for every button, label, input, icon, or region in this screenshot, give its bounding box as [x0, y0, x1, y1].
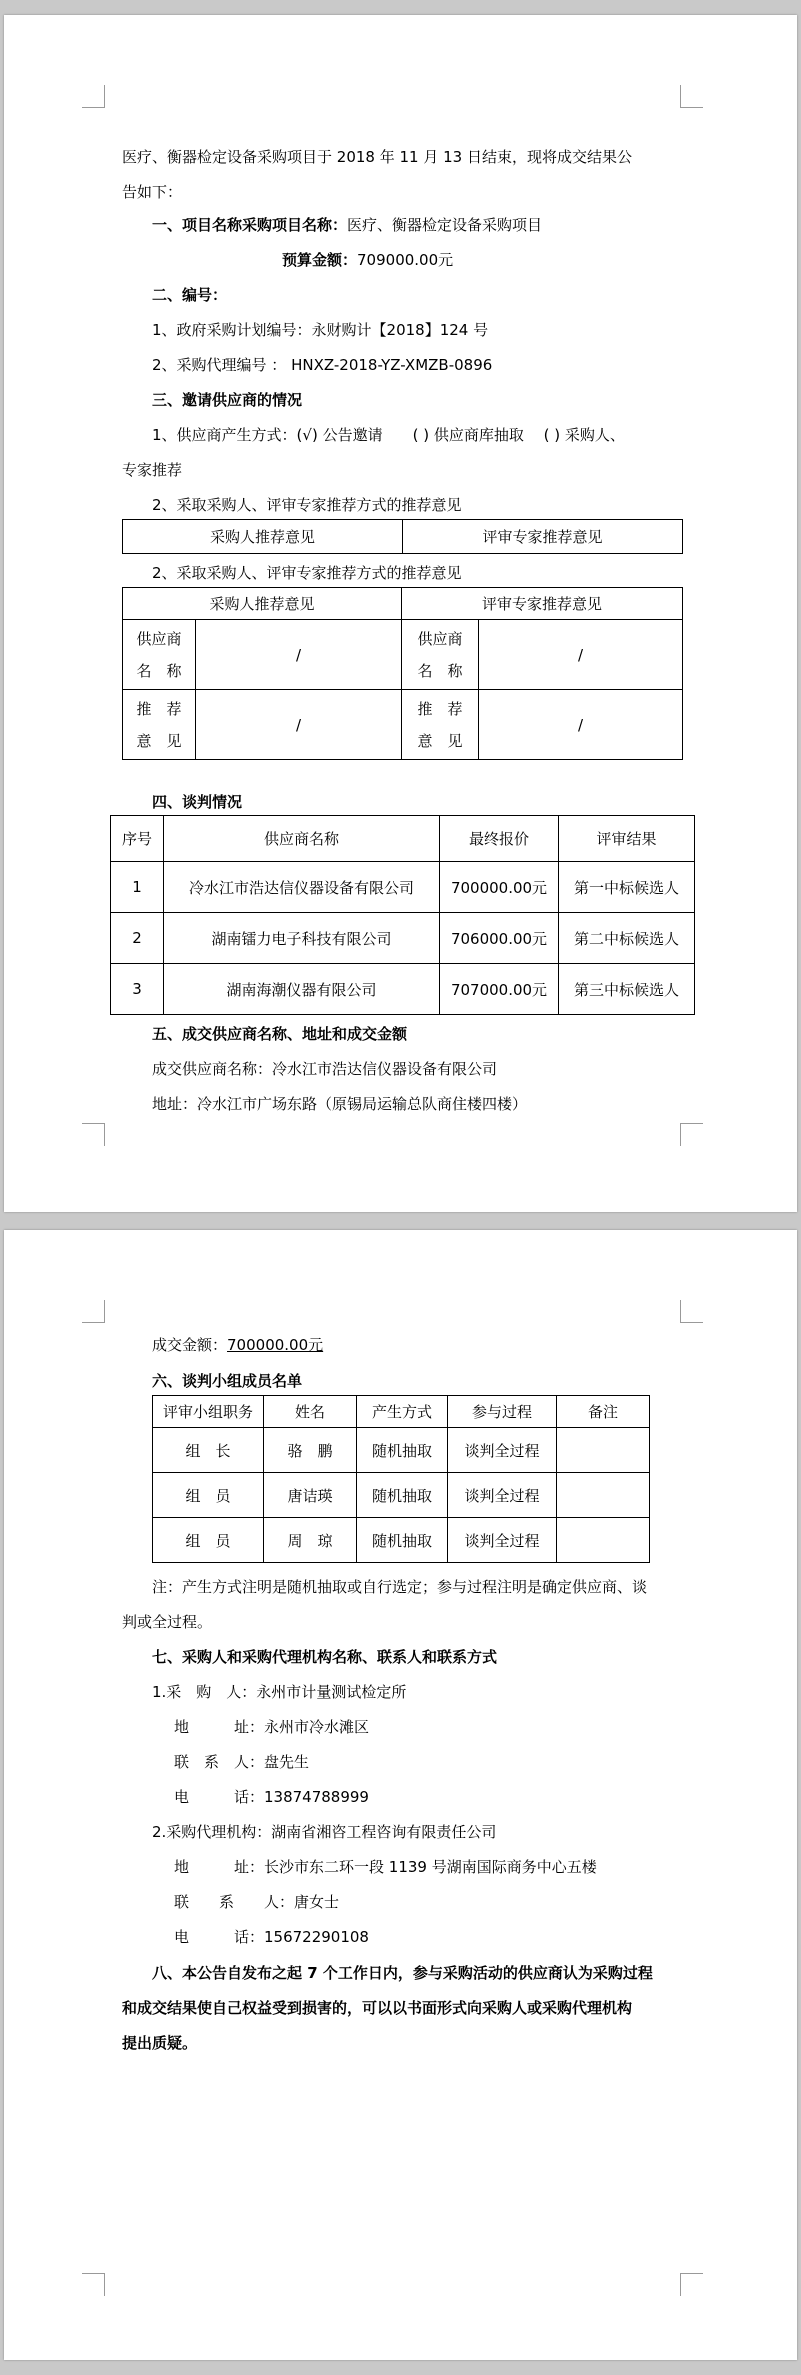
supplier-name: 湖南海潮仪器有限公司 [164, 964, 440, 1015]
document-page-1 [4, 15, 797, 1212]
expert-supplier-value: / [479, 620, 683, 690]
row-index: 3 [111, 964, 164, 1015]
supplier-name: 冷水江市浩达信仪器设备有限公司 [164, 862, 440, 913]
recommendation-header-table [122, 519, 683, 554]
section-4-heading: 四、谈判情况 [152, 793, 243, 811]
participation: 谈判全过程 [448, 1473, 557, 1518]
plan-number: 1、政府采购计划编号：永财购计【2018】124 号 [152, 321, 489, 339]
final-price: 707000.00元 [440, 964, 559, 1015]
selection-method: 随机抽取 [357, 1428, 448, 1473]
purchaser-name: 1.采 购 人：永州市计量测试检定所 [152, 1683, 407, 1701]
table-row [153, 1473, 650, 1518]
project-name: 医疗、衡器检定设备采购项目 [347, 216, 543, 234]
final-price: 700000.00元 [440, 862, 559, 913]
purchaser-opinion-header: 采购人推荐意见 [123, 520, 403, 554]
section-8-line-1: 八、本公告自发布之起 7 个工作日内，参与采购活动的供应商认为采购过程 [152, 1964, 653, 1982]
supplier-name-label: 供应商 名 称 [123, 620, 196, 690]
note-line-1: 注：产生方式注明是随机抽取或自行选定；参与过程注明是确定供应商、谈 [152, 1578, 648, 1596]
panel-members-table [152, 1395, 650, 1563]
winning-supplier-address: 地址：冷水江市广场东路（原锡局运输总队商住楼四楼） [152, 1095, 528, 1113]
purchaser-phone: 电 话：13874788999 [174, 1788, 369, 1806]
section-2-heading: 二、编号： [152, 286, 228, 304]
section-3-heading: 三、邀请供应商的情况 [152, 391, 303, 409]
remark [557, 1428, 650, 1473]
member-name: 唐诘瑛 [264, 1473, 357, 1518]
expert-recommend-value: / [479, 690, 683, 760]
table-header: 供应商名称 [164, 816, 440, 862]
purchaser-opinion-header: 采购人推荐意见 [123, 588, 402, 620]
recommend-method-line-a: 2、采取采购人、评审专家推荐方式的推荐意见 [152, 496, 462, 514]
negotiation-table [110, 815, 695, 1015]
agency-name: 2.采购代理机构：湖南省湘咨工程咨询有限责任公司 [152, 1823, 497, 1841]
participation: 谈判全过程 [448, 1428, 557, 1473]
member-name: 骆 鹏 [264, 1428, 357, 1473]
member-name: 周 琼 [264, 1518, 357, 1563]
supplier-name-label: 供应商 名 称 [402, 620, 479, 690]
expert-opinion-header: 评审专家推荐意见 [403, 520, 683, 554]
budget-label: 预算金额： [282, 251, 358, 269]
margin-mark [82, 1300, 105, 1323]
table-header: 姓名 [264, 1396, 357, 1428]
member-role: 组 长 [153, 1428, 264, 1473]
member-role: 组 员 [153, 1473, 264, 1518]
selection-method: 随机抽取 [357, 1473, 448, 1518]
table-row [111, 964, 695, 1015]
table-row [153, 1518, 650, 1563]
budget-line [282, 250, 453, 270]
remark [557, 1518, 650, 1563]
purchaser-contact: 联 系 人：盘先生 [174, 1753, 310, 1771]
table-row [111, 913, 695, 964]
agency-contact: 联 系 人：唐女士 [174, 1893, 340, 1911]
review-result: 第二中标候选人 [559, 913, 695, 964]
supplier-method-line-1: 1、供应商产生方式：(√) 公告邀请 ( ) 供应商库抽取 ( ) 采购人、 [152, 426, 625, 444]
table-header: 最终报价 [440, 816, 559, 862]
intro-line-1: 医疗、衡器检定设备采购项目于 2018 年 11 月 13 日结束，现将成交结果公 [122, 148, 632, 166]
table-header: 评审小组职务 [153, 1396, 264, 1428]
supplier-method-line-2: 专家推荐 [122, 461, 183, 479]
section-8-line-2: 和成交结果使自己权益受到损害的，可以以书面形式向采购人或采购代理机构 [122, 1999, 633, 2017]
expert-opinion-header: 评审专家推荐意见 [402, 588, 683, 620]
margin-mark [82, 2273, 105, 2296]
section-7-heading: 七、采购人和采购代理机构名称、联系人和联系方式 [152, 1648, 498, 1666]
review-result: 第三中标候选人 [559, 964, 695, 1015]
winning-supplier-name: 成交供应商名称：冷水江市浩达信仪器设备有限公司 [152, 1060, 498, 1078]
agency-phone: 电 话：15672290108 [174, 1928, 369, 1946]
margin-mark [680, 2273, 703, 2296]
recommendation-table [122, 587, 683, 760]
participation: 谈判全过程 [448, 1518, 557, 1563]
table-header: 序号 [111, 816, 164, 862]
deal-amount-line [152, 1335, 323, 1355]
margin-mark [82, 85, 105, 108]
note-line-2: 判或全过程。 [122, 1613, 213, 1631]
intro-line-2: 告如下： [122, 183, 183, 201]
final-price: 706000.00元 [440, 913, 559, 964]
agency-address: 地 址：长沙市东二环一段 1139 号湖南国际商务中心五楼 [174, 1858, 597, 1876]
project-name-line [152, 215, 542, 235]
section-8-line-3: 提出质疑。 [122, 2034, 198, 2052]
recommend-opinion-label: 推 荐 意 见 [402, 690, 479, 760]
member-role: 组 员 [153, 1518, 264, 1563]
purchaser-address: 地 址：永州市冷水滩区 [174, 1718, 370, 1736]
margin-mark [82, 1123, 105, 1146]
margin-mark [680, 1123, 703, 1146]
table-header: 产生方式 [357, 1396, 448, 1428]
recommend-opinion-label: 推 荐 意 见 [123, 690, 196, 760]
selection-method: 随机抽取 [357, 1518, 448, 1563]
review-result: 第一中标候选人 [559, 862, 695, 913]
purchaser-supplier-value: / [196, 620, 402, 690]
table-row [153, 1428, 650, 1473]
margin-mark [680, 1300, 703, 1323]
margin-mark [680, 85, 703, 108]
section-5-heading: 五、成交供应商名称、地址和成交金额 [152, 1025, 408, 1043]
document-page-2 [4, 1230, 797, 2360]
table-header: 备注 [557, 1396, 650, 1428]
recommend-method-line-b: 2、采取采购人、评审专家推荐方式的推荐意见 [152, 564, 462, 582]
supplier-name: 湖南镭力电子科技有限公司 [164, 913, 440, 964]
agency-number: 2、采购代理编号 ： HNXZ-2018-YZ-XMZB-0896 [152, 356, 493, 374]
purchaser-recommend-value: / [196, 690, 402, 760]
table-row [111, 862, 695, 913]
section-6-heading: 六、谈判小组成员名单 [152, 1372, 303, 1390]
deal-amount-value: 700000.00元 [227, 1336, 324, 1354]
budget-amount: 709000.00元 [357, 251, 454, 269]
deal-amount-label: 成交金额： [152, 1336, 228, 1354]
row-index: 1 [111, 862, 164, 913]
section-1-heading: 一、项目名称采购项目名称： [152, 216, 348, 234]
table-header: 评审结果 [559, 816, 695, 862]
row-index: 2 [111, 913, 164, 964]
table-header: 参与过程 [448, 1396, 557, 1428]
remark [557, 1473, 650, 1518]
